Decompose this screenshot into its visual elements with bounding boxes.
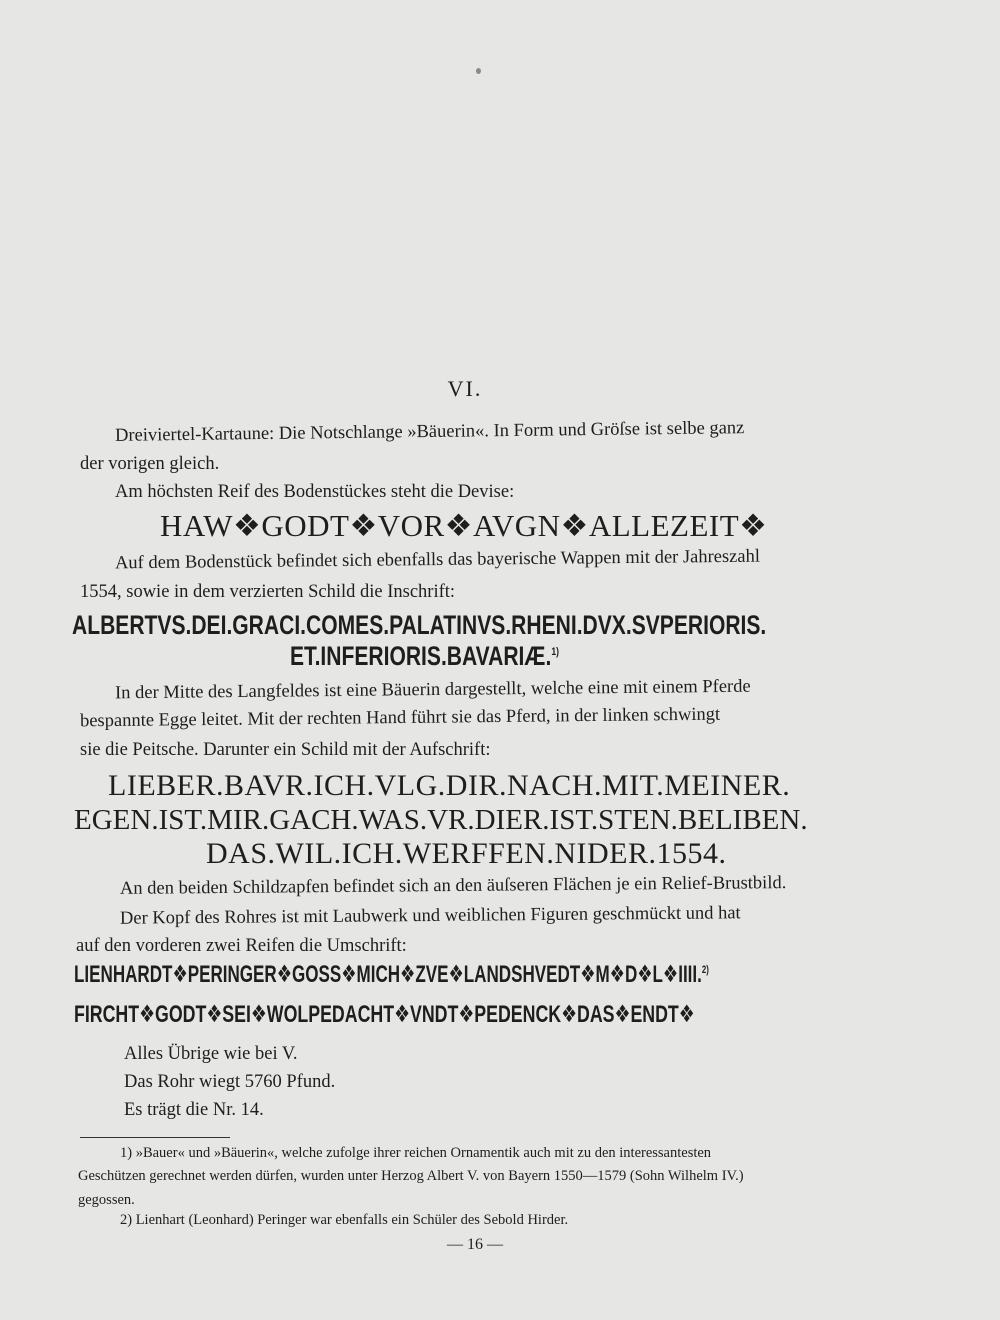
printed-dot	[476, 68, 481, 74]
paragraph-line: 1554, sowie in dem verzierten Schild die Inschrift:	[80, 582, 456, 602]
footnote-line: gegossen.	[78, 1192, 135, 1208]
paragraph-line: In der Mitte des Langfeldes ist eine Bäuerin dargestellt, welche eine mit einem Pferde	[114, 676, 751, 704]
paragraph-line: An den beiden Schildzapfen befindet sich an den äuſseren Flächen je ein Relief-Brustbild.	[119, 873, 787, 899]
paragraph-line: Dreiviertel-Kartaune: Die Notschlange »Bäuerin«. In Form und Gröſse ist selbe ganz	[114, 418, 745, 446]
inscription-text: ET.INFERIORIS.BAVARIÆ.	[290, 641, 552, 671]
paragraph-line: bespannte Egge leitet. Mit der rechten Hand führt sie das Pferd, in der linken schwingt	[79, 704, 721, 732]
paragraph-line: Am höchsten Reif des Bodenstückes steht die Devise:	[115, 482, 515, 502]
inscription-line: LIEBER.BAVR.ICH.VLG.DIR.NACH.MIT.MEINER.	[108, 769, 791, 802]
section-heading: VI.	[447, 376, 483, 401]
inscription-line: HAW❖GODT❖VOR❖AVGN❖ALLEZEIT❖	[160, 508, 768, 543]
paragraph-line: der vorigen gleich.	[80, 454, 220, 474]
paragraph-line: Es trägt die Nr. 14.	[124, 1100, 264, 1120]
paragraph-line: Das Rohr wiegt 5760 Pfund.	[124, 1072, 336, 1092]
inscription-line: EGEN.IST.MIR.GACH.WAS.VR.DIER.IST.STEN.BELIBEN.	[74, 804, 808, 836]
inscription-line	[74, 960, 709, 989]
footnote-reference: 1)	[551, 646, 559, 658]
paragraph-line: Der Kopf des Rohres ist mit Laubwerk und weiblichen Figuren geschmückt und hat	[119, 903, 741, 929]
inscription-line: FIRCHT❖GODT❖SEI❖WOLPEDACHT❖VNDT❖PEDENCK❖DAS❖ENDT❖	[74, 1001, 695, 1028]
inscription-line: DAS.WIL.ICH.WERFFEN.NIDER.1554.	[206, 837, 727, 870]
paragraph-line: Auf dem Bodenstück befindet sich ebenfalls das bayerische Wappen mit der Jahreszahl	[114, 546, 761, 574]
inscription-line	[290, 641, 559, 672]
paragraph-line: Alles Übrige wie bei V.	[124, 1044, 298, 1064]
footnote-line: 1) »Bauer« und »Bäuerin«, welche zufolge ihrer reichen Ornamentik auch mit zu den interessantesten	[120, 1145, 712, 1161]
paragraph-line: sie die Peitsche. Darunter ein Schild mit der Aufschrift:	[80, 740, 491, 760]
footnote-divider	[80, 1137, 230, 1138]
footnote-line: 2) Lienhart (Leonhard) Peringer war ebenfalls ein Schüler des Sebold Hirder.	[120, 1212, 569, 1228]
inscription-text: LIENHARDT❖PERINGER❖GOSS❖MICH❖ZVE❖LANDSHVEDT❖M❖D❖L❖IIII.	[74, 961, 702, 988]
footnote-reference: 2)	[701, 964, 709, 976]
page-number: — 16 —	[447, 1236, 503, 1253]
paragraph-line: auf den vorderen zwei Reifen die Umschrift:	[76, 936, 407, 956]
footnote-line: Geschützen gerechnet werden dürfen, wurden unter Herzog Albert V. von Bayern 1550—1579 (Sohn Wilhelm IV.)	[78, 1168, 744, 1184]
inscription-line: ALBERTVS.DEI.GRACI.COMES.PALATINVS.RHENI.DVX.SVPERIORIS.	[72, 610, 767, 640]
